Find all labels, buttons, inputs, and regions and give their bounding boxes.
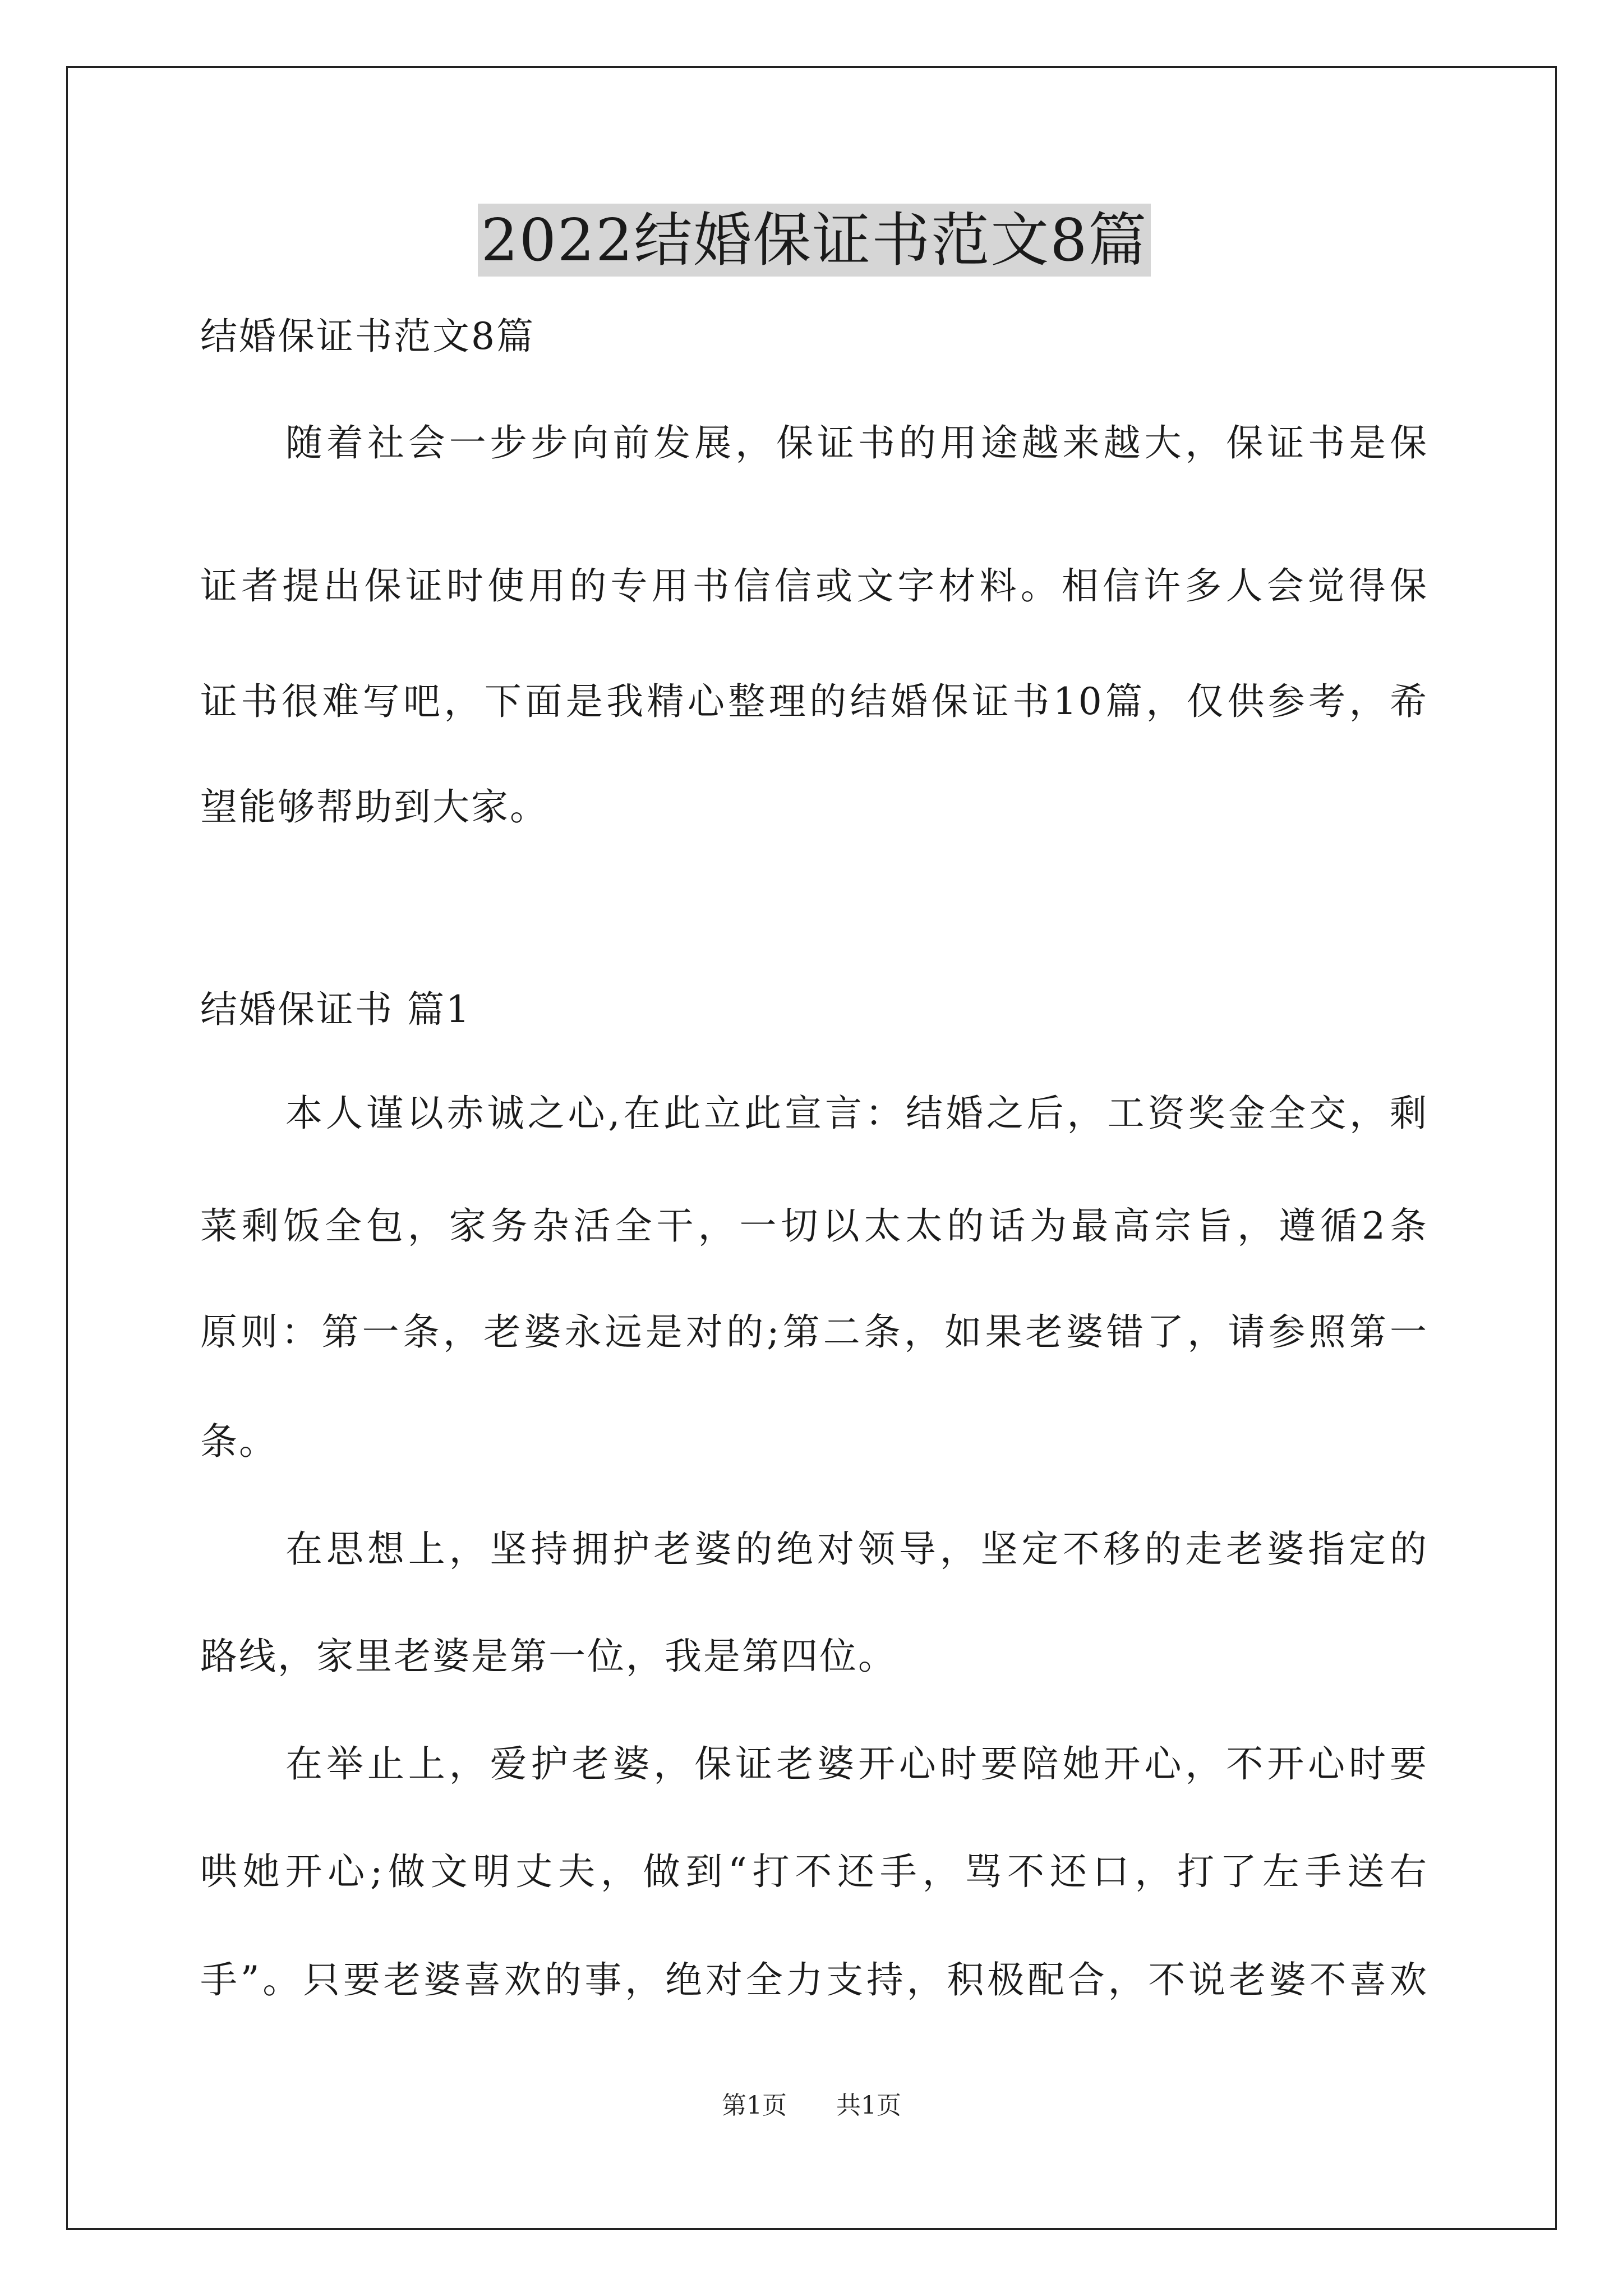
- paragraph-line: 本人谨以赤诚之心,在此立此宣言：结婚之后，工资奖金全交，剩: [285, 1092, 1428, 1135]
- paragraph-line: 条。: [200, 1420, 278, 1463]
- intro-line: 望能够帮助到大家。: [200, 785, 548, 829]
- intro-line: 证书很难写吧，下面是我精心整理的结婚保证书10篇，仅供参考，希: [200, 680, 1428, 723]
- paragraph-line: 手”。只要老婆喜欢的事，绝对全力支持，积极配合，不说老婆不喜欢: [200, 1958, 1428, 2001]
- page-total: 共1页: [836, 2091, 901, 2120]
- paragraph-line: 菜剩饭全包，家务杂活全干，一切以太太的话为最高宗旨，遵循2条: [200, 1204, 1428, 1248]
- title-text: 2022结婚保证书范文8篇: [478, 204, 1151, 277]
- paragraph-line: 在举止上，爱护老婆，保证老婆开心时要陪她开心，不开心时要: [285, 1742, 1428, 1786]
- intro-line: 随着社会一步步向前发展，保证书的用途越来越大，保证书是保: [285, 421, 1428, 464]
- page-footer: [0, 2089, 1623, 2123]
- page-border: [66, 66, 1557, 2230]
- page-number: 第1页: [722, 2091, 787, 2120]
- paragraph-line: 在思想上，坚持拥护老婆的绝对领导，坚定不移的走老婆指定的: [285, 1527, 1428, 1571]
- intro-line: 证者提出保证时使用的专用书信信或文字材料。相信许多人会觉得保: [200, 564, 1428, 608]
- document-title: [200, 201, 1428, 279]
- paragraph-line: 原则：第一条，老婆永远是对的;第二条，如果老婆错了，请参照第一: [200, 1310, 1428, 1354]
- paragraph-line: 哄她开心;做文明丈夫，做到“打不还手，骂不还口，打了左手送右: [200, 1850, 1428, 1893]
- section-heading: 结婚保证书 篇1: [200, 988, 471, 1031]
- document-subtitle: 结婚保证书范文8篇: [200, 315, 535, 358]
- paragraph-line: 路线，家里老婆是第一位，我是第四位。: [200, 1635, 897, 1678]
